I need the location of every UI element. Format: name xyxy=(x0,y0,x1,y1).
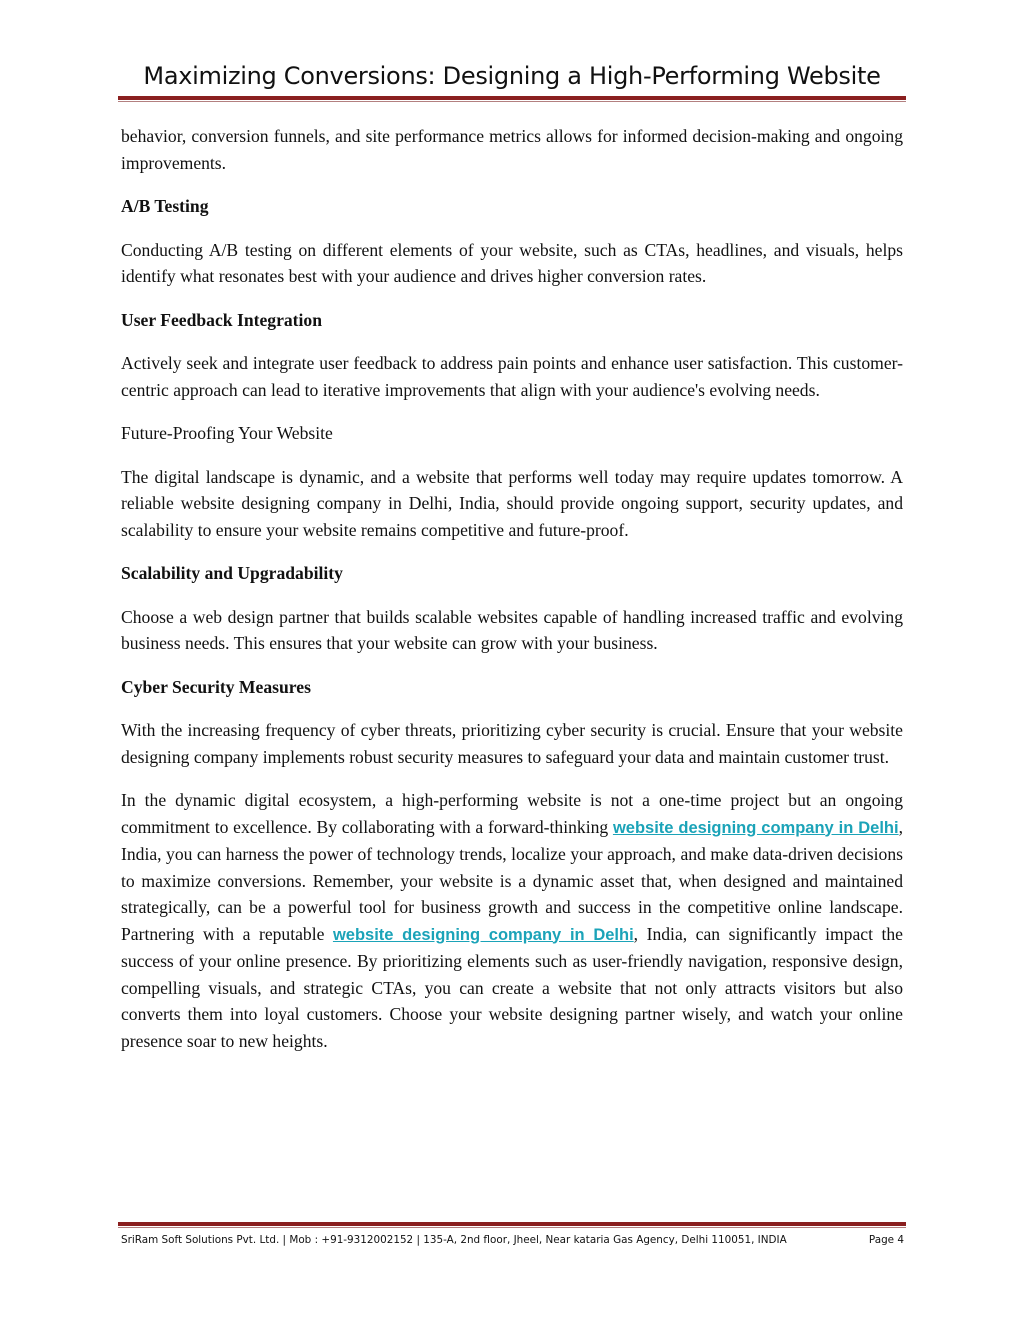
conclusion-text-3: , India, can significantly impact the success of your online presence. By prioritizing elements such as user-friendly navigation, responsive design, compelling visuals, and strategic CTAs, you can create a website that not only attracts visitors but also converts them into loyal customers. Choose your website designing partner wisely, and watch your online presence soar to new heights. xyxy=(121,923,903,1051)
page-header-title: Maximizing Conversions: Designing a High-Performing Website xyxy=(143,62,881,90)
section-body-user-feedback: Actively seek and integrate user feedback to address pain points and enhance user satisfaction. This customer-centric approach can lead to iterative improvements that align with your audience's evolving needs. xyxy=(121,353,903,400)
conclusion-text-2: , India, you can harness the power of technology trends, localize your approach, and make data-driven decisions to maximize conversions. Remember, your website is a dynamic asset that, when designed and maintained strategically, can be a powerful tool for business growth and success in the competitive online landscape. Partnering with a reputable xyxy=(121,816,903,944)
section-body-cyber-security: With the increasing frequency of cyber threats, prioritizing cyber security is crucial. Ensure that your website designing company implements robust security measures to safeguard your data and maintain customer trust. xyxy=(121,720,903,767)
footer-page-number: Page 4 xyxy=(868,1234,904,1246)
document-body xyxy=(121,123,903,1071)
website-designing-link-1[interactable]: website designing company in Delhi xyxy=(612,818,899,837)
section-heading-cyber-security: Cyber Security Measures xyxy=(121,676,311,697)
section-body-scalability: Choose a web design partner that builds scalable websites capable of handling increased traffic and evolving business needs. This ensures that your website can grow with your business. xyxy=(121,606,903,653)
header-divider-thin xyxy=(118,101,906,102)
footer-company-info: SriRam Soft Solutions Pvt. Ltd. | Mob : +91-9312002152 | 135-A, 2nd floor, Jheel, Near kataria Gas Agency, Delhi 110051, INDIA xyxy=(121,1234,787,1246)
footer-divider-thin xyxy=(118,1227,906,1228)
section-heading-scalability: Scalability and Upgradability xyxy=(121,563,343,583)
section-heading-ab-testing: A/B Testing xyxy=(121,196,209,216)
conclusion-paragraph xyxy=(121,787,903,1054)
website-designing-link-2[interactable]: website designing company in Delhi xyxy=(332,925,634,944)
header-divider xyxy=(118,96,906,100)
footer-divider xyxy=(118,1222,906,1226)
section-body-future-proofing: The digital landscape is dynamic, and a website that performs well today may require updates tomorrow. A reliable website designing company in Delhi, India, should provide ongoing support, security updates, and scalability to ensure your website remains competitive and future-proof. xyxy=(121,466,903,540)
intro-paragraph: behavior, conversion funnels, and site performance metrics allows for informed decision-making and ongoing improvements. xyxy=(121,126,903,173)
page-footer xyxy=(121,1234,904,1246)
section-heading-future-proofing: Future-Proofing Your Website xyxy=(121,423,333,443)
section-body-ab-testing: Conducting A/B testing on different elements of your website, such as CTAs, headlines, and visuals, helps identify what resonates best with your audience and drives higher conversion rates. xyxy=(121,239,903,286)
section-heading-user-feedback: User Feedback Integration xyxy=(121,309,323,330)
conclusion-text-1: In the dynamic digital ecosystem, a high-performing website is not a one-time project but an ongoing commitment to excellence. By collaborating with a forward-thinking xyxy=(121,790,903,837)
